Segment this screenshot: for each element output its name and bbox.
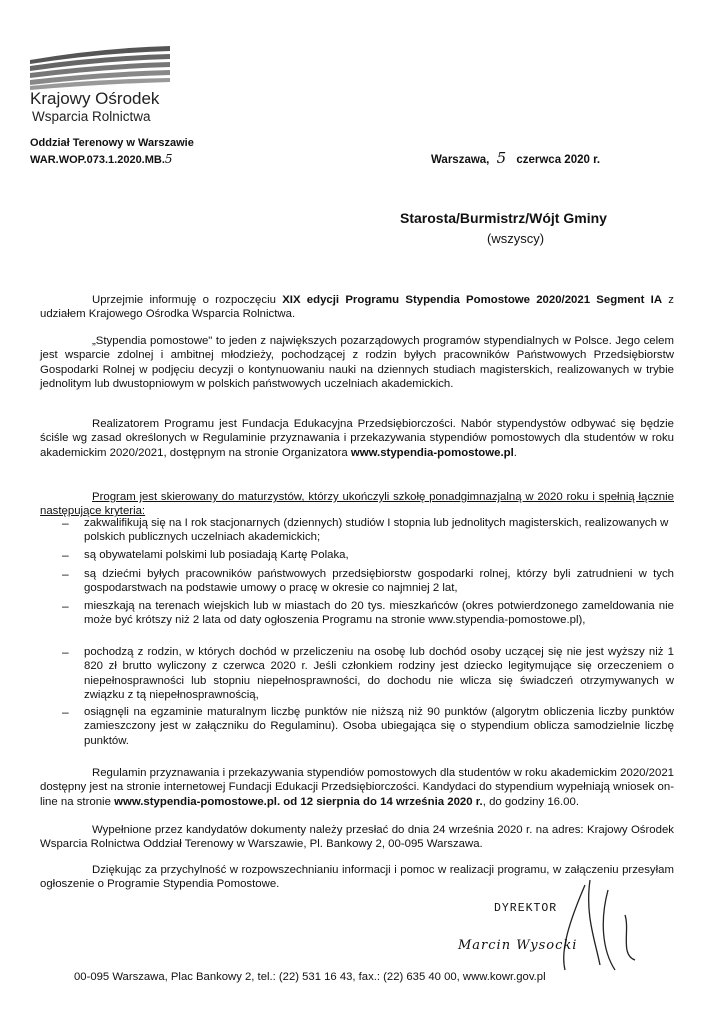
handwritten-signature <box>540 870 650 980</box>
organizer-text-end: . <box>513 446 517 459</box>
criteria-item: są dziećmi byłych pracowników państwowych przedsiębiorstw gospodarki rolnej, którzy byli zatrudnieni w tych gospodarstwach na podstawie umowy o pracę w okresie co najmniej 2 lat, <box>84 568 674 595</box>
criteria-item: mieszkają na terenach wiejskich lub w miastach do 20 tys. mieszkańców (okres potwierdzonego zameldowania nie może być krótszy niż 2 lata od daty ogłoszenia Programu na stronie www.stypendia-pomostowe.pl), <box>84 600 674 627</box>
logo-name: Krajowy Ośrodek <box>30 89 160 108</box>
organizer-text: Realizatorem Programu jest Fundacja Edukacyjna Przedsiębiorczości. Nabór stypendystów odbywać się będzie ściśle wg zasad określonych w Regulaminie przyznawania i przekazywania stypendiów pomostowych dla studentów w roku akademickim 2020/2021, dostępnym na stronie Organizatora <box>40 418 674 459</box>
paragraph-application <box>40 766 674 809</box>
date-day-handwritten: 5 <box>496 149 508 167</box>
department-name: Oddział Terenowy w Warszawie <box>30 137 194 149</box>
criteria-item: pochodzą z rodzin, w których dochód w przeliczeniu na osobę lub dochód osoby uczącej się nie jest wyższy niż 1 820 zł brutto wyliczony z czerwca 2020 r. Jeśli członkiem rodziny jest dziecko legitymujące się orzeczeniem o niepełnosprawności lub stopniu niepełnosprawności, do dochodu nie wlicza się świadczeń otrzymywanych w związku z tą niepełnosprawnością, <box>84 646 674 702</box>
application-website-link[interactable]: www.stypendia-pomostowe.pl. <box>114 795 281 808</box>
paragraph-description: „Stypendia pomostowe" to jeden z największych pozarządowych programów stypendialnych w Polsce. Jego celem jest wsparcie zdolnej i ambitnej młodzieży, pochodzącej z rodzin byłych pracowników Państwowych Przedsiębiorstw Gospodarki Rolnej w podjęciu decyzji o kontynuowaniu nauki na dziennych studiach magisterskich, realizowanych w trybie jednolitym lub dwustopniowym w polskich państwowych uczelniach akademickich. <box>40 335 674 391</box>
paragraph-organizer <box>40 417 674 460</box>
reference-handwritten: 5 <box>164 152 174 166</box>
bullet-dash: – <box>62 516 69 530</box>
signature-name: Marcin Wysocki <box>458 938 578 953</box>
date-place: Warszawa, <box>431 154 490 166</box>
program-website-link[interactable]: www.stypendia-pomostowe.pl <box>350 446 514 459</box>
program-name: XIX edycji Programu Stypendia Pomostowe 2020/2021 Segment IA <box>282 294 663 306</box>
logo-subtitle: Wsparcia Rolnictwa <box>32 109 151 124</box>
kowr-logo-stripes <box>30 44 170 90</box>
addressee-title: Starosta/Burmistrz/Wójt Gminy <box>400 210 607 226</box>
bullet-dash: – <box>62 548 69 562</box>
signature-role: DYREKTOR <box>494 902 558 915</box>
addressee-subtitle: (wszyscy) <box>487 231 545 246</box>
date-rest: czerwca 2020 r. <box>516 154 601 166</box>
reference-code: WAR.WOP.073.1.2020.MB. <box>30 154 165 166</box>
paragraph-thanks: Dziękując za przychylność w rozpowszechnianiu informacji i pomoc w realizacji programu, w załączeniu przesyłam ogłoszenie o Programie Stypendia Pomostowe. <box>40 864 674 891</box>
criteria-item: osiągnęli na egzaminie maturalnym liczbę punktów nie niższą niż 90 punktów (algorytm obliczenia liczby punktów zamieszczony jest w załączniku do Regulaminu). Osoba ubiegająca się o stypendium oblicza samodzielnie liczbę punktów. <box>84 706 674 747</box>
application-deadline-time: , do godziny 16.00. <box>482 795 579 808</box>
reference-number <box>30 152 174 166</box>
bullet-dash: – <box>62 705 69 719</box>
application-text: Regulamin przyznawania i przekazywania stypendiów pomostowych dla studentów w roku akademickim 2020/2021 dostępny jest na stronie internetowej Fundacji Edukacji Przedsiębiorczości. Kandydaci do stypendium wypełniają wniosek on-line na stronie <box>40 767 674 808</box>
bullet-dash: – <box>62 599 69 613</box>
intro-text-a: Uprzejmie informuję o rozpoczęciu <box>92 294 283 306</box>
bullet-dash: – <box>62 645 69 659</box>
application-dates: od 12 sierpnia do 14 września 2020 r. <box>283 795 483 808</box>
bullet-dash: – <box>62 567 69 581</box>
intro-text-c: z udziałem Krajowego Ośrodka Wsparcia Rolnictwa. <box>40 294 674 321</box>
criteria-item: zakwalifikują się na I rok stacjonarnych (dziennych) studiów I stopnia lub jednolitych magisterskich, realizowanych w polskich publicznych uczelniach akademickich; <box>84 517 669 544</box>
criteria-item: są obywatelami polskimi lub posiadają Kartę Polaka, <box>84 549 349 561</box>
footer-address: 00-095 Warszawa, Plac Bankowy 2, tel.: (22) 531 16 43, fax.: (22) 635 40 00, www.kowr.gov.pl <box>74 971 546 983</box>
paragraph-intro <box>40 293 674 322</box>
paragraph-criteria-intro: Program jest skierowany do maturzystów, którzy ukończyli szkołę ponadgimnazjalną w 2020 roku i spełnią łącznie następujące kryteria: <box>40 491 674 518</box>
letter-date <box>431 149 600 167</box>
paragraph-submission: Wypełnione przez kandydatów dokumenty należy przesłać do dnia 24 września 2020 r. na adres: Krajowy Ośrodek Wsparcia Rolnictwa Oddział Terenowy w Warszawie, Pl. Bankowy 2, 00-095 Warszawa. <box>40 824 674 851</box>
